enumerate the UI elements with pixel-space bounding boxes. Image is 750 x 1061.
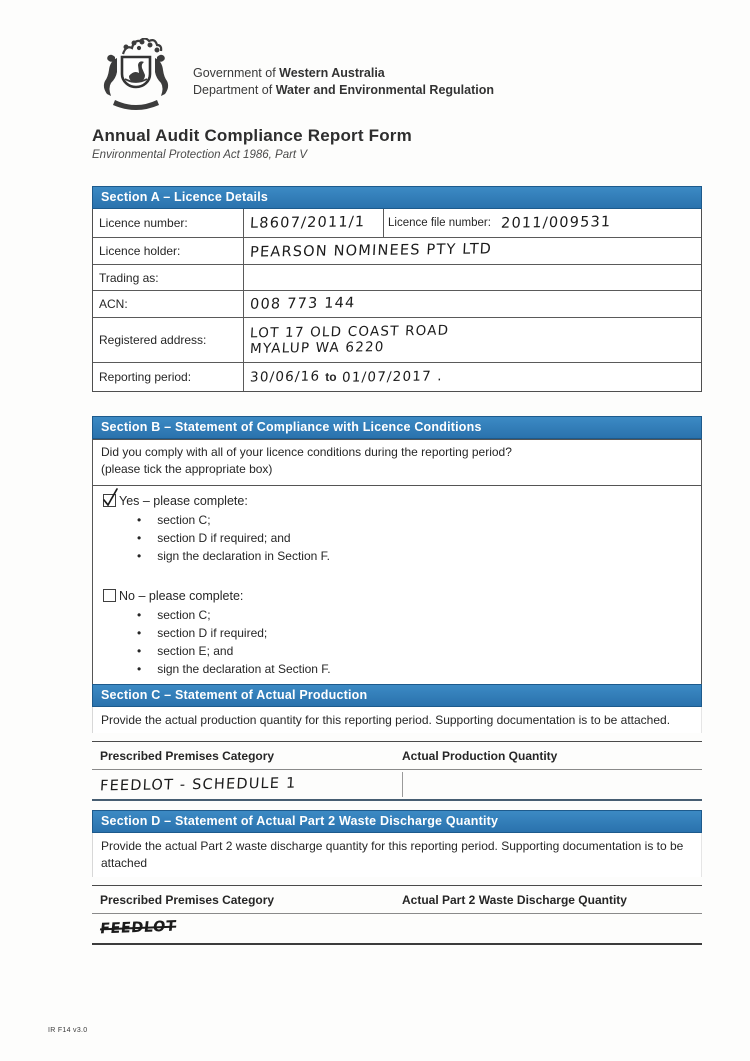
reporting-period-to: 01/07/2017 . [341, 368, 443, 386]
section-d-data-row [92, 913, 702, 945]
gov-brand-text [193, 57, 494, 99]
compliance-options-box [92, 486, 702, 695]
question-line1: Did you comply with all of your licence conditions during the reporting period? [101, 445, 512, 459]
licence-file-number-value: 2011/009531 [500, 214, 612, 232]
section-a [92, 186, 702, 392]
list-item: • sign the declaration at Section F. [137, 662, 691, 676]
wa-coat-of-arms-logo [95, 38, 177, 117]
table-row [93, 291, 701, 318]
acn-label: ACN: [99, 297, 128, 311]
list-item: • section E; and [137, 644, 691, 658]
table-row [93, 238, 701, 265]
list-item: • sign the declaration in Section F. [137, 549, 691, 563]
gov-line2-bold: Water and Environmental Regulation [275, 82, 494, 97]
trading-as-label: Trading as: [99, 270, 159, 285]
yes-bullet-list [137, 513, 691, 563]
registered-address-line2: MYALUP WA 6220 [249, 339, 385, 357]
reporting-period-field [243, 363, 701, 391]
yes-option-label: Yes – please complete: [119, 493, 248, 508]
reporting-period-from: 30/06/16 [249, 368, 321, 386]
acn-value: 008 773 144 [249, 295, 356, 313]
trading-as-field [243, 265, 701, 290]
reporting-period-label: Reporting period: [99, 370, 192, 384]
list-item: • section D if required; and [137, 531, 691, 545]
licence-file-number-field [495, 209, 701, 237]
compliance-question [92, 439, 702, 486]
section-b [92, 416, 702, 695]
gov-line2: Department of [193, 82, 276, 97]
section-c-heading: Section C – Statement of Actual Production [92, 684, 702, 707]
list-item: • section C; [137, 513, 691, 527]
table-row [93, 363, 701, 391]
premises-category-field [100, 919, 402, 937]
table-row [93, 209, 701, 238]
question-line2: (please tick the appropriate box) [101, 462, 273, 477]
registered-address-label: Registered address: [99, 333, 207, 347]
column-header-premises-category: Prescribed Premises Category [100, 892, 275, 907]
licence-details-table [92, 209, 702, 392]
no-bullet-list [137, 608, 691, 676]
licence-file-number-label: Licence file number: [383, 209, 495, 237]
licence-holder-label: Licence holder: [99, 244, 181, 258]
list-item: • section D if required; [137, 626, 691, 640]
section-a-heading: Section A – Licence Details [92, 186, 702, 209]
yes-option [103, 494, 691, 563]
licence-holder-field [243, 238, 701, 264]
section-d-column-headers [92, 885, 702, 913]
licence-number-value: L8607/2011/1 [249, 214, 366, 232]
page-title: Annual Audit Compliance Report Form [92, 126, 412, 145]
gov-brand-header [95, 38, 494, 117]
no-option [103, 589, 691, 676]
title-block [92, 126, 412, 161]
section-c-description: Provide the actual production quantity for this reporting period. Supporting documentation is to be attached. [92, 707, 702, 733]
waste-discharge-quantity-field [402, 916, 694, 941]
section-d-description: Provide the actual Part 2 waste discharge quantity for this reporting period. Supporting documentation is to be attached [92, 833, 702, 877]
tick-mark-icon [101, 486, 121, 508]
section-b-heading: Section B – Statement of Compliance with Licence Conditions [92, 416, 702, 439]
section-c [92, 684, 702, 801]
section-d [92, 810, 702, 945]
column-header-production-quantity: Actual Production Quantity [402, 749, 558, 764]
document-reference: IR F14 v3.0 [48, 1027, 88, 1034]
reporting-period-to-word: to [325, 370, 337, 384]
gov-line1: Government of [193, 65, 280, 80]
column-header-premises-category: Prescribed Premises Category [100, 749, 275, 764]
yes-checkbox [103, 494, 116, 507]
page-subtitle: Environmental Protection Act 1986, Part V [92, 149, 307, 161]
premises-category-value: FEEDLOT [99, 918, 178, 938]
premises-category-value: FEEDLOT - SCHEDULE 1 [99, 775, 297, 795]
licence-number-field [243, 209, 383, 237]
section-c-column-headers [92, 741, 702, 769]
table-row [93, 318, 701, 363]
licence-holder-value: PEARSON NOMINEES PTY LTD [249, 241, 493, 261]
column-header-waste-discharge-quantity: Actual Part 2 Waste Discharge Quantity [402, 892, 627, 907]
section-d-heading: Section D – Statement of Actual Part 2 Waste Discharge Quantity [92, 810, 702, 833]
section-c-data-row [92, 769, 702, 801]
premises-category-field [100, 776, 402, 794]
production-quantity-field [402, 772, 694, 797]
table-row [93, 265, 701, 291]
no-checkbox [103, 589, 116, 602]
list-item: • section C; [137, 608, 691, 622]
gov-line1-bold: Western Australia [279, 65, 385, 80]
registered-address-line1: LOT 17 OLD COAST ROAD [249, 322, 450, 342]
no-option-label: No – please complete: [119, 588, 244, 603]
licence-number-label: Licence number: [99, 216, 188, 230]
acn-field [243, 291, 701, 317]
registered-address-field [243, 318, 701, 362]
